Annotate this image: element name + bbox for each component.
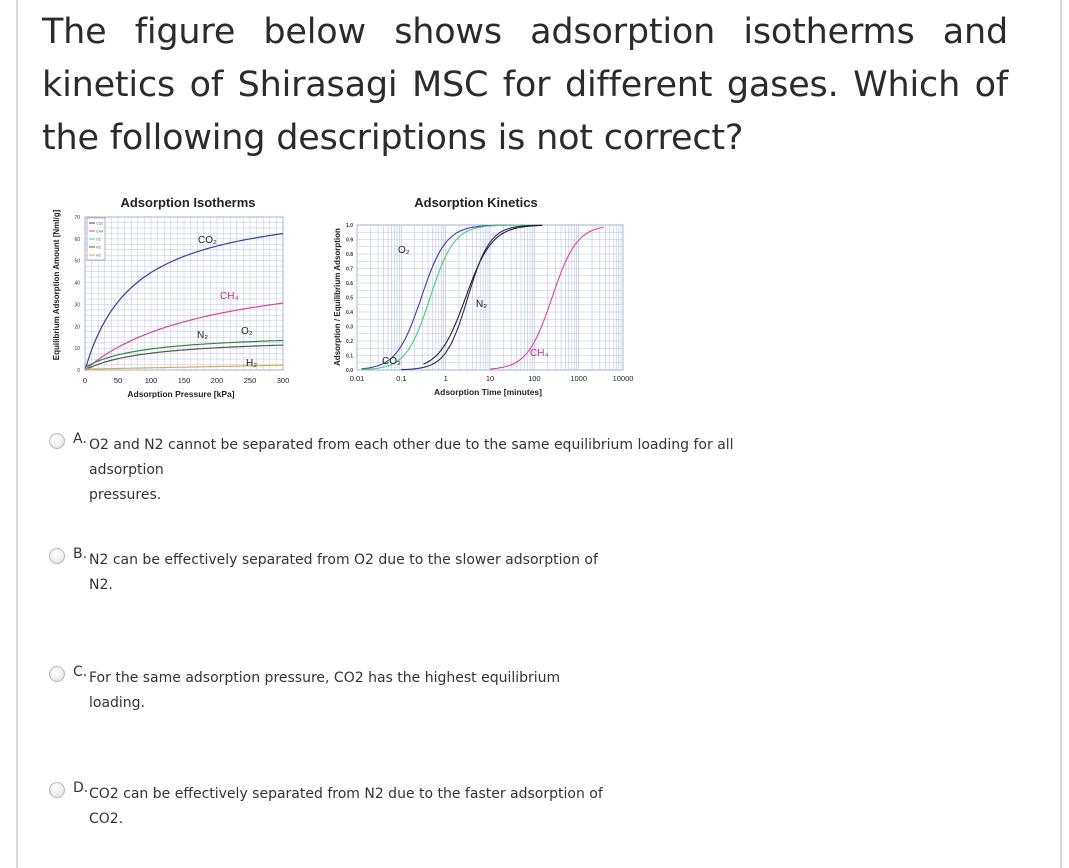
option-b-text	[89, 548, 789, 598]
isotherms-legend	[87, 218, 105, 260]
isotherms-y-tick: 30	[74, 302, 80, 309]
option-b-line-2: N2.	[89, 577, 113, 593]
isotherms-title: Adsorption Isotherms	[120, 195, 256, 210]
kinetics-y-tick: 0.9	[346, 237, 353, 244]
kinetics-y-tick: 0.6	[346, 281, 353, 287]
kinetics-y-ticks	[346, 223, 353, 374]
figure	[52, 185, 635, 405]
option-c-text	[89, 666, 789, 716]
isotherms-x-tick: 250	[243, 376, 257, 385]
kinetics-x-ticks	[350, 374, 634, 383]
option-c-radio[interactable]	[49, 666, 65, 682]
kinetics-y-tick: 0.3	[346, 324, 353, 331]
option-b-letter: B.	[73, 546, 88, 562]
kinetic-label-co2: CO₂	[382, 356, 401, 367]
isotherms-legend-label: O2	[96, 237, 101, 242]
isotherm-label-n2: N₂	[197, 330, 209, 341]
kinetics-y-tick: 0.7	[346, 266, 353, 273]
isotherms-x-tick: 100	[144, 376, 158, 385]
kinetic-label-n2: N₂	[476, 299, 488, 310]
option-d-letter: D.	[73, 780, 89, 796]
isotherms-y-tick: 0	[77, 368, 80, 374]
isotherms-y-tick: 70	[74, 215, 80, 221]
isotherms-y-tick: 20	[74, 324, 80, 331]
isotherms-legend-label: CH4	[96, 229, 104, 234]
isotherms-legend-label: N2	[96, 245, 101, 250]
isotherms-x-tick: 0	[82, 376, 88, 385]
kinetics-x-label: Adsorption Time [minutes]	[434, 387, 542, 397]
kinetics-y-tick: 1.0	[346, 223, 353, 229]
isotherms-y-tick: 60	[74, 236, 80, 243]
kinetics-grid	[357, 225, 623, 370]
kinetic-label-o2: O₂	[398, 245, 410, 256]
option-b-line-1: N2 can be effectively separated from O2 due to the slower adsorption of	[89, 552, 598, 568]
kinetics-y-tick: 0.1	[346, 353, 353, 360]
isotherm-label-o2: O₂	[241, 326, 253, 337]
option-d-line-2: CO2.	[89, 811, 124, 827]
isotherms-x-ticks	[83, 376, 289, 385]
isotherms-y-ticks	[74, 215, 80, 374]
option-c-letter: C.	[73, 664, 88, 680]
kinetic-label-ch4: CH₄	[530, 348, 549, 359]
option-a-line-2: pressures.	[89, 487, 162, 503]
figure-svg	[52, 185, 635, 405]
kinetics-y-tick: 0.8	[346, 252, 353, 258]
option-d-radio[interactable]	[49, 782, 65, 798]
question-text: The figure below shows adsorption isotherms and kinetics of Shirasagi MSC for different gases. Which of the following descriptions is not correct?	[42, 12, 1008, 158]
kinetics-x-tick: 100	[528, 374, 541, 383]
isotherms-x-tick: 150	[177, 376, 191, 385]
isotherms-y-label: Equilibrium Adsorption Amount [Nml/g]	[52, 209, 61, 361]
kinetics-x-tick: 0.1	[396, 374, 407, 383]
option-b-radio[interactable]	[49, 548, 65, 564]
isotherms-legend-label: H2	[96, 253, 101, 258]
kinetics-y-tick: 0.4	[346, 310, 353, 316]
option-a-line-1: O2 and N2 cannot be separated from each other due to the same equilibrium loading for all adsorption	[89, 437, 734, 478]
option-a-radio[interactable]	[49, 433, 65, 449]
isotherms-legend-label: CO2	[96, 221, 104, 226]
option-d-line-1: CO2 can be effectively separated from N2 due to the faster adsorption of	[89, 786, 603, 802]
kinetics-x-tick: 1	[443, 374, 448, 383]
kinetics-y-tick: 0.5	[346, 295, 353, 302]
option-c-line-2: loading.	[89, 695, 146, 711]
isotherm-label-ch4: CH₄	[220, 291, 239, 302]
kinetics-x-tick: 10	[485, 374, 495, 383]
isotherms-x-tick: 300	[276, 376, 290, 385]
isotherms-x-tick: 50	[113, 376, 123, 385]
kinetics-x-tick: 1000	[570, 374, 588, 383]
kinetics-y-tick: 0.2	[346, 339, 353, 345]
isotherms-x-label: Adsorption Pressure [kPa]	[127, 389, 235, 399]
isotherm-label-h2: H₂	[246, 358, 258, 369]
kinetics-title: Adsorption Kinetics	[414, 195, 538, 210]
kinetics-y-tick: 0.0	[346, 368, 353, 374]
option-d-text	[89, 782, 789, 832]
kinetics-x-tick: 10000	[612, 374, 634, 383]
isotherms-y-tick: 50	[74, 258, 80, 265]
isotherm-label-co2: CO₂	[198, 235, 217, 246]
kinetics-y-label: Adsorption / Equilibrium Adsorption	[333, 228, 342, 366]
option-a-text	[89, 433, 789, 508]
isotherms-y-tick: 10	[74, 346, 80, 353]
isotherms-x-tick: 200	[210, 376, 224, 385]
isotherms-y-tick: 40	[74, 280, 80, 287]
option-c-line-1: For the same adsorption pressure, CO2 has the highest equilibrium	[89, 670, 561, 686]
kinetics-x-tick: 0.01	[349, 374, 365, 383]
isotherms-grid	[85, 217, 283, 370]
option-a-letter: A.	[73, 431, 87, 447]
